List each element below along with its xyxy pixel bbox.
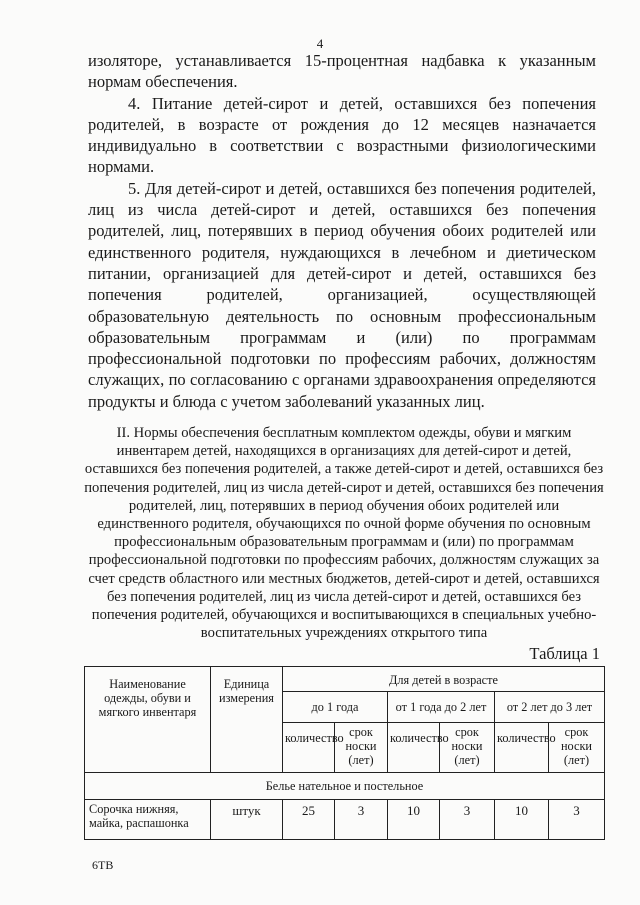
header-name: Наименование одежды, обуви и мягкого инвентаря — [85, 667, 211, 773]
sub-term: срок носки (лет) — [549, 723, 605, 773]
table-header-row-1 — [85, 667, 605, 692]
body-text — [88, 50, 596, 412]
paragraph-continuation: изоляторе, устанавливается 15-процентная надбавка к указанным нормам обеспечения. — [88, 51, 596, 92]
paragraph-item-4: 4. Питание детей-сирот и детей, оставшихся без попечения родителей, в возрасте от рождения до 12 месяцев назначается индивидуально в соответствии с возрастными физиологическими нормами. — [88, 93, 596, 177]
section-row-label: Белье нательное и постельное — [85, 773, 605, 800]
sub-term: срок носки (лет) — [440, 723, 495, 773]
row-name: Сорочка нижняя, майка, распашонка — [85, 800, 211, 840]
table-section-row — [85, 773, 605, 800]
section-title: II. Нормы обеспечения бесплатным комплектом одежды, обуви и мягким инвентарем детей, находящихся в организациях для детей-сирот и детей, оставшихся без попечения родителей, а также детей-сирот и детей, оставшихся без попечения родителей, лиц из числа детей-сирот и детей, оставшихся без попечения родителей, лиц, потерявших в период обучения обоих родителей или единственного родителя, обучающихся по очной форме обучения по основным профессиональным образовательным программам и (или) по программам профессиональной подготовки по профессиям рабочих, должностям служащих за счет средств областного или местных бюджетов, детей-сирот и детей, оставшихся без попечения родителей, лиц из числа детей-сирот и детей, оставшихся без попечения родителей, обучающихся и воспитывающихся в специальных учебно-воспитательных учреждениях открытого типа — [84, 425, 604, 642]
row-value: 3 — [549, 800, 605, 840]
norms-table — [84, 666, 605, 840]
sub-count: количество — [495, 723, 549, 773]
age-group-3: от 2 лет до 3 лет — [495, 692, 605, 723]
table-caption: Таблица 1 — [529, 644, 600, 663]
footer-code: 6ТВ — [92, 858, 114, 872]
row-value: 3 — [335, 800, 388, 840]
sub-count: количество — [283, 723, 335, 773]
row-value: 10 — [388, 800, 440, 840]
table-row — [85, 800, 605, 840]
row-value: 3 — [440, 800, 495, 840]
sub-count: количество — [388, 723, 440, 773]
page-number: 4 — [316, 36, 324, 51]
row-value: 25 — [283, 800, 335, 840]
sub-term: срок носки (лет) — [335, 723, 388, 773]
row-value: 10 — [495, 800, 549, 840]
header-age: Для детей в возрасте — [283, 667, 605, 692]
row-unit: штук — [211, 800, 283, 840]
age-group-1: до 1 года — [283, 692, 388, 723]
paragraph-item-5: 5. Для детей-сирот и детей, оставшихся без попечения родителей, лиц из числа детей-сирот и детей, оставшихся без попечения родителей, лиц, потерявших в период обучения обоих родителей или единственного родителя, нуждающихся в лечебном и диетическом питании, организацией для детей-сирот и детей, оставшихся без попечения родителей, организацией, осуществляющей образовательную деятельность по основным профессиональным образовательным программам и (или) по программам профессиональной подготовки по профессиям рабочих, должностям служащих, по согласованию с органами здравоохранения определяются продукты и блюда с учетом заболеваний указанных лиц. — [88, 178, 596, 411]
header-unit: Единица измерения — [211, 667, 283, 773]
age-group-2: от 1 года до 2 лет — [388, 692, 495, 723]
